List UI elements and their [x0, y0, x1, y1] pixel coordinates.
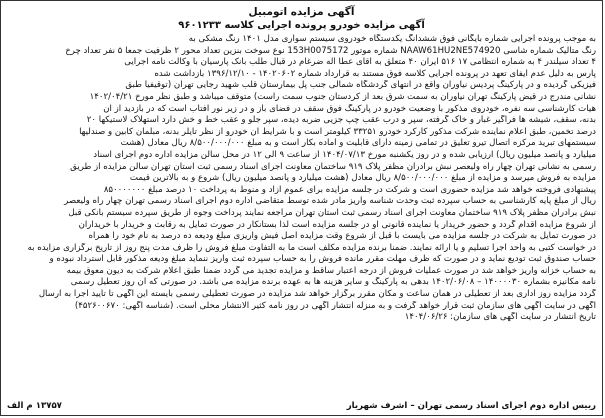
notice-signature: رییس اداره دوم اجرای اسناد رسمی تهران – اشرف شهریار	[346, 401, 596, 411]
notice-footer	[7, 400, 596, 412]
notice-line: رسمی به نشانی تهران چهار راه ولیعصر نبش برادران مظفر پلاک ۹۱۹ ساختمان معاونت اجرای اسناد رسمی ثبت استان تهران سالن مزایده از طریق	[70, 161, 596, 172]
notice-line: از شروع مزایده اقدام گردد و حضور خریدار یا نماینده قانونی او در جلسه مزایده است لذا بستانکار در صورت تمایل به رقابت و خریدار با خریداران	[78, 219, 596, 230]
notice-line: رنگ متالیک شماره شاسی NAAW61HU2NE574920 شماره موتور 153H0075172 نوع سوخت بنزین تعداد محور ۲ ظرفیت جمعاً ۵ نفر تعداد چرخ	[65, 45, 596, 56]
notice-line: نامه مکانیزه بشماره ۱۴۰۰۰۰۳۰ – ۱۴۰۲/۰۶/۰۸ بدهی به پارکینگ و سایر هزینه ها به عهده برنده مزایده می باشد. در صورتی که آن روز تعطیل رسمی	[70, 277, 596, 288]
notice-line: مزایده به فروش میرسد و مزایده از مبلغ ۸/۵۰۰/۰۰۰/۰۰۰ ریال معادل (هشت میلیارد و پانصد میلیون ریال) شروع و به بالاترین قیمت	[129, 173, 596, 184]
notice-code: ۱۳۷۵۷ م الف	[7, 401, 62, 411]
notice-line: فیزیکی گردیده و در پارکینگ پردیس نیاوران واقع در انتهای گردشگاه شمالی جنب پل بیمارستان قلب شهید رجایی تهران (توقیفیا طبق	[125, 80, 596, 91]
notice-line: سیستمهای تبرید مرکزه اتصال تیرو تعلیق در تمامی زمینه دارای قابلیت و آماده بکار است و به مبلغ ۸/۵۰۰/۰۰۰/۰۰۰ ریال معادل (هشت	[120, 138, 596, 149]
notice-title: آگهی مزایده اتومبیل	[248, 6, 355, 18]
notice-line: هیات کارشناسی سه نفره، خودروی مذکور با وضعیت خودرو در پارکینگ فوق سقف در فضای باز و در زیر نور آفتاب است که در بازدید از آن	[103, 103, 596, 114]
notice-body	[7, 34, 596, 398]
notice-line: نبش برادران مظفر پلاک ۹۱۹ ساختمان معاونت اجرای اسناد رسمی ثبت استان تهران مراجعه نمایند پرداخت وجوه از طریق سپرده سیستم بانکی قبل	[68, 207, 596, 218]
notice-subtitle: آگهی مزایده خودرو پرونده اجرایی کلاسه ۹۶۰۱۲۳۳	[178, 20, 425, 31]
notice-line: در صورت تمایل به شرکت در جلسه مزایده می بایست با قبل از شروع وقت مزایده اصل فیش واریزی مبلغ ودیعه ده درصد به نام خود را همراه	[88, 231, 596, 242]
notice-line: ۴ تعداد سیلندر ۴ به شماره انتظامی ۱۷ ۵۱۶ ایران ۴۰ متعلق به آقای عطا اله ضرغام در قبال طلب بانک پارسیان با وکالت نامه اجرایی	[124, 57, 596, 68]
notice-line: پارس به دلیل عدم ایفای تعهد در پرونده اجرایی کلاسه فوق مستند به قرارداد شماره ۱۴۰۲۰۶۰۲ - ۱۳۹۶/۱۲/۱۰ بازداشت شده	[154, 68, 596, 79]
notice-line: حساب صندوق ثبت تودیع نماید و در صورت که ظرف مهلت مقرر مانده فروش را به حساب سپرده ثبت واریز ننماید مبلغ ودیعه مذکور قابل استرداد نبوده و	[49, 254, 596, 265]
notice-line: میلیارد و پانصد میلیون ریال) ارزیابی شده و در روز یکشنبه مورخ ۱۴۰۴/۰۷/۱۳ از ساعت ۹ الی ۱۲ در محل سالن مزایده اداره دوم اجرای اسناد	[93, 149, 596, 160]
notice-line: بدنه، سقف، شیشه ها فراگیر غبار و خاک گرفته، سپر و درب عقب چپ جزیی ضربه دیده، سپر جلو و عقب خط و خش دارد استهلاک لاستیکها ۲۰	[86, 115, 596, 126]
notice-line: تاریخ انتشار در سایت آگهی های سازمان: ۱۴۰۴/۰۶/۲۶	[404, 312, 596, 323]
notice-line: ریال از مبلغ پایه کارشناسی به حساب سپرده ثبت وحدت شناسه واریز مادر شده توسط متقاضی اداره دوم اجرای اسناد رسمی تهران چهار راه ولیعصر	[64, 196, 596, 207]
notice-line: به حساب خزانه واریز خواهد شد در صورت عملیات فروش از درجه اعتبار ساقط و مزایده تجدید می گردد ضمنا طبق اعلام شرکت به دیون معوق بیمه	[66, 265, 596, 276]
notice-line: گردد مزایده روز اداری بعد از تعطیلی در همان ساعت و مکان مقرر برگزار خواهد شد مزایده در صورت تعطیلی رسمی بایسته این آگهی تا تأیید اجرا به ارسال	[38, 289, 596, 300]
notice-line: آگهی در سایت آگهی های سازمان ثبت قرار خواهد گرفت و به منزله انتشار آگهی در روز نامه کثیر الانتشار محلی است. (شناسه آگهی: ۴۵۲۶۰۰۶۷۰)	[74, 300, 596, 311]
notice-line: پیشنهادی فروخته خواهد شد مزایده حضوری است و شرکت در جلسه مزایده برای عموم آزاد و منوط به پرداخت ۱۰ درصد مبلغ ۸۵۰۰۰۰۰۰۰	[103, 184, 596, 195]
notice-line: درصد تخمین، طبق اعلام نماینده شرکت مذکور کارکرد خودرو ۳۳۲۵۱ کیلومتر است و با شرایط آن خودرو از نظر تایلر بدنه، مبلمان کابین و صندلیها	[79, 126, 596, 137]
notice-line: به موجب پرونده اجرایی شماره بایگانی فوق ششدانگ یکدستگاه خودروی سیستم سواری مدل ۱۴۰۱ رنگ مشکی به	[188, 34, 596, 44]
notice-line: نشانی مندرج در قیض پارکینگ تهران نیاوران به سمت شرق بعد از کردستان جنوب سمت راست) متوقف میباشد و طبق نظر مورخ ۱۴۰۲/۰۴/۲۱	[89, 91, 596, 102]
notice-line: در خواست کتبی به واحد اجرا تسلیم و یا ارائه نمایند. ضمنا برنده مزایده مکلف است ما به التفاوت مبلغ فروش را ظرف مدت پنج روز از تاریخ برگزاری مزایده به	[27, 242, 596, 253]
